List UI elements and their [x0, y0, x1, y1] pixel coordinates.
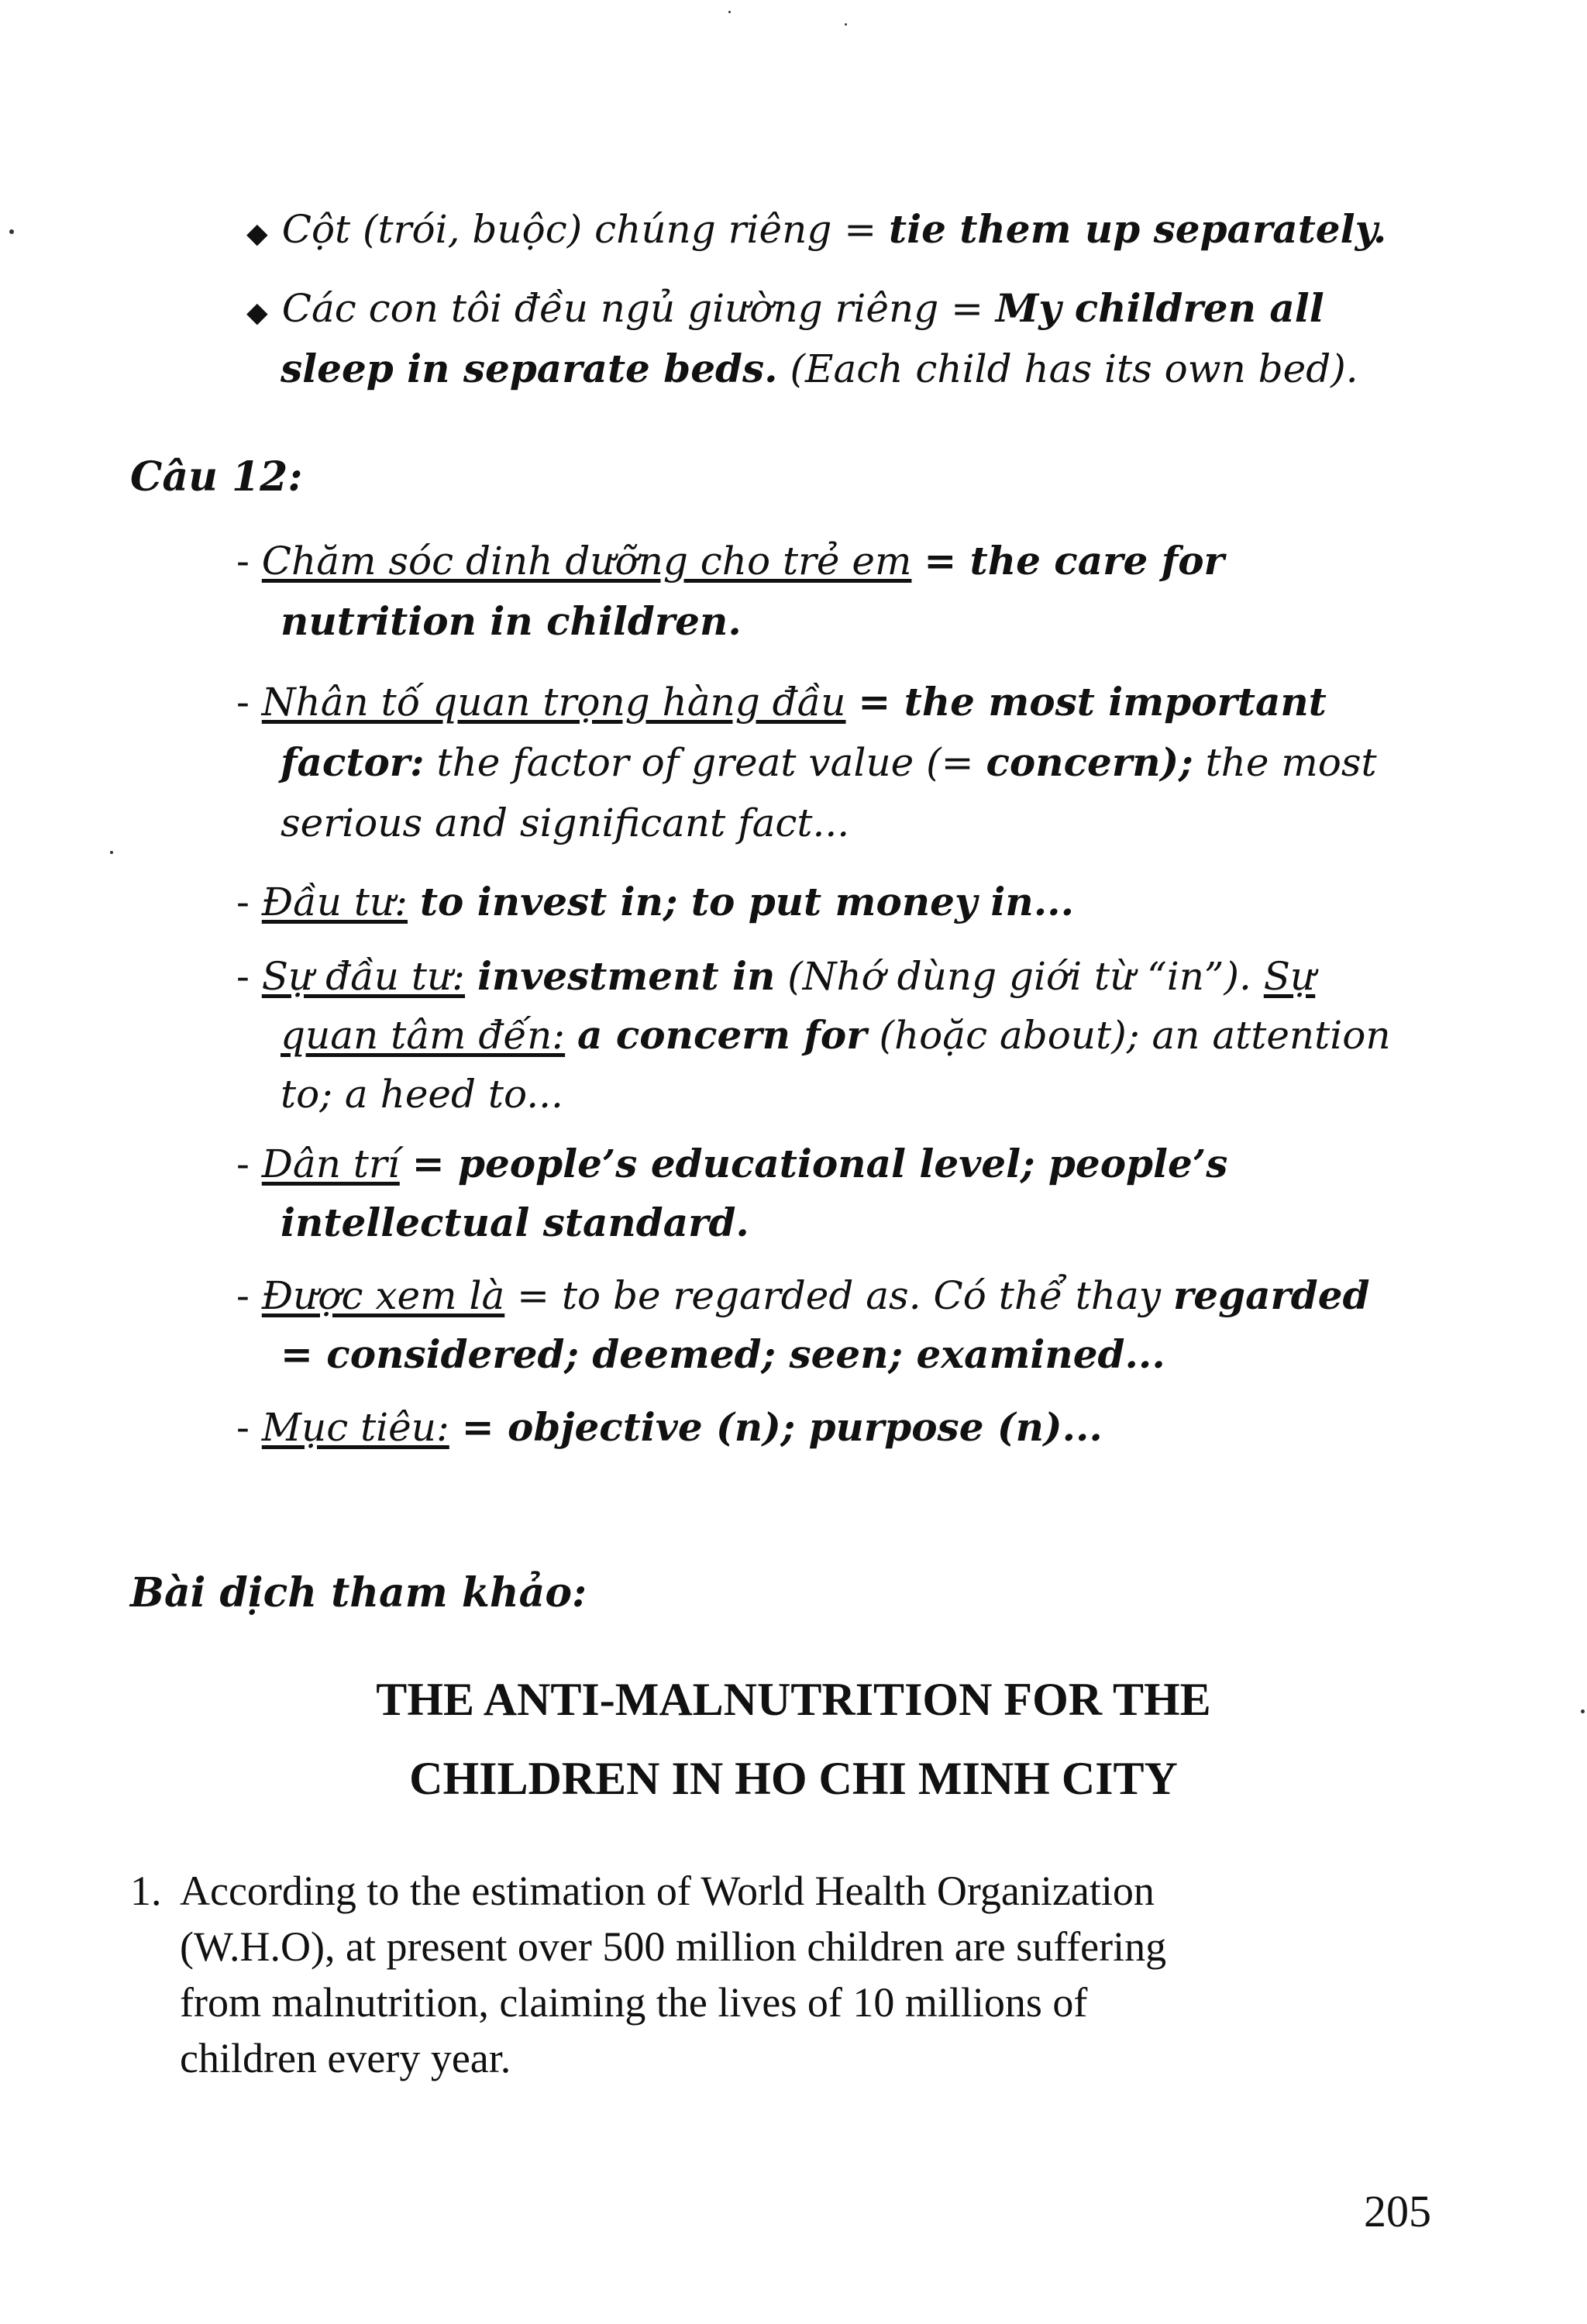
bullet-1-english: tie them up separately. [889, 206, 1387, 252]
vocab-term: Được xem là [261, 1273, 505, 1318]
vocab-item-1-line-1: - Chăm sóc dinh dưỡng cho trẻ em = the care for [236, 538, 1224, 584]
section-heading-cau-12: Câu 12: [130, 453, 303, 501]
bullet-line-2b: sleep in separate beds. (Each child has its own bed). [281, 346, 1358, 391]
bullet-1-vietnamese: Cột (trói, buộc) chúng riêng [281, 207, 832, 252]
paragraph-number: 1. [130, 1868, 162, 1914]
paragraph-1-line-3: from malnutrition, claiming the lives of 10 millions of [180, 1979, 1088, 2026]
vocab-term: Chăm sóc dinh dưỡng cho trẻ em [261, 539, 912, 584]
article-title-line-1: THE ANTI-MALNUTRITION FOR THE [376, 1674, 1211, 1725]
vocab-item-2-line-2: factor: the factor of great value (= concern); the most [281, 739, 1377, 785]
vocab-term: Dân trí [261, 1141, 400, 1186]
scan-speck [728, 11, 731, 13]
bullet-2-vietnamese: Các con tôi đều ngủ giường riêng [281, 286, 939, 331]
scan-speck [9, 229, 14, 234]
vocab-item-5-line-2: intellectual standard. [281, 1200, 749, 1245]
paragraph-1-line-1: According to the estimation of World Health Organization [180, 1868, 1155, 1914]
vocab-term: Mục tiêu: [261, 1405, 449, 1450]
vocab-item-2-line-1: - Nhân tố quan trọng hàng đầu = the most important [236, 679, 1327, 725]
scan-speck [845, 23, 847, 26]
vocab-item-3-line-1: - Đầu tư: to invest in; to put money in... [236, 879, 1074, 924]
vocab-item-2-line-3: serious and significant fact... [281, 800, 850, 845]
diamond-bullet-icon: ◆ [246, 218, 268, 250]
bullet-line-2a: ◆ Các con tôi đều ngủ giường riêng = My children all [246, 285, 1324, 331]
vocab-item-7-line-1: - Mục tiêu: = objective (n); purpose (n)... [236, 1404, 1103, 1450]
vocab-term: Sự đầu tư: [261, 954, 466, 999]
vocab-term: Sự [1263, 954, 1316, 999]
section-heading-reference-translation: Bài dịch tham khảo: [130, 1569, 587, 1616]
bullet-line-1: ◆ Cột (trói, buộc) chúng riêng = tie them up separately. [246, 206, 1387, 252]
vocab-term: Nhân tố quan trọng hàng đầu [261, 680, 846, 725]
paragraph-1-line-2: (W.H.O), at present over 500 million children are suffering [180, 1923, 1167, 1970]
vocab-item-4-line-2: quan tâm đến: a concern for (hoặc about); an attention [281, 1012, 1391, 1058]
page-number: 205 [1364, 2186, 1431, 2236]
vocab-item-6-line-1: - Được xem là = to be regarded as. Có thể thay regarded [236, 1272, 1370, 1318]
diamond-bullet-icon: ◆ [246, 297, 268, 329]
scan-speck [110, 851, 113, 854]
vocab-term: quan tâm đến: [281, 1013, 566, 1058]
vocab-item-4-line-1: - Sự đầu tư: investment in (Nhớ dùng giới từ “in”). Sự [236, 953, 1316, 999]
vocab-item-4-line-3: to; a heed to... [281, 1072, 563, 1117]
bullet-2-english: My children all [995, 285, 1324, 331]
vocab-item-5-line-1: - Dân trí = people’s educational level; people’s [236, 1141, 1228, 1186]
paragraph-1-line-4: children every year. [180, 2035, 511, 2081]
vocab-term: Đầu tư: [261, 880, 408, 924]
article-title-line-2: CHILDREN IN HO CHI MINH CITY [409, 1753, 1178, 1804]
vocab-item-1-line-2: nutrition in children. [281, 598, 742, 644]
scan-speck [1581, 1709, 1585, 1713]
vocab-item-6-line-2: = considered; deemed; seen; examined... [281, 1331, 1165, 1377]
